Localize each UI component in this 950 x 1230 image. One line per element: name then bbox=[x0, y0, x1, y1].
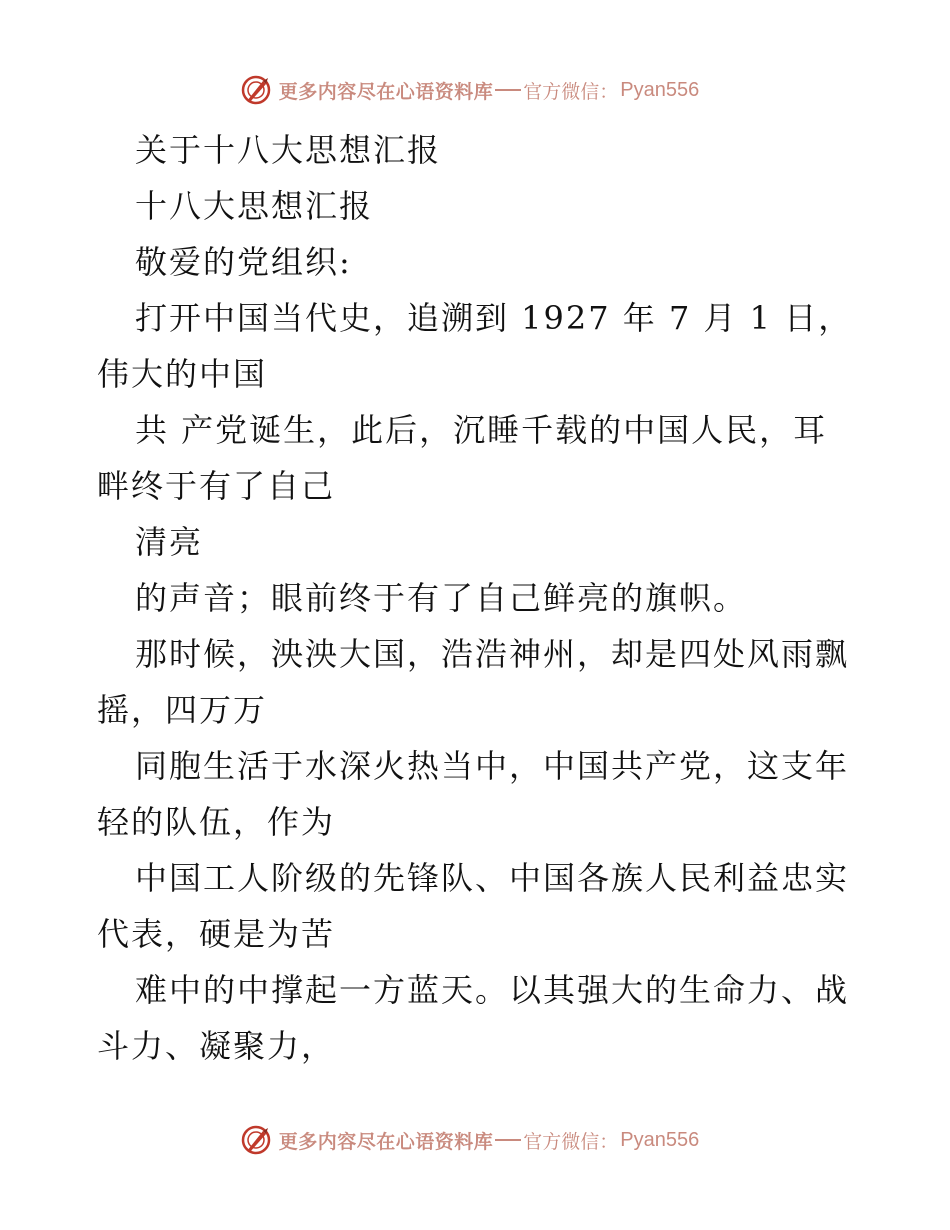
paragraph-line: 打开中国当代史，追溯到 1927 年 7 月 1 日， bbox=[135, 299, 853, 337]
quill-pen-logo-icon bbox=[241, 1125, 271, 1155]
paragraph-line: 伟大的中国 bbox=[97, 355, 268, 393]
paragraph-line: 共 产党诞生，此后，沉睡千载的中国人民，耳 bbox=[135, 411, 828, 449]
header-banner bbox=[0, 70, 950, 110]
paragraph-line: 代表，硬是为苦 bbox=[97, 915, 336, 953]
paragraph-line: 摇，四万万 bbox=[97, 691, 268, 729]
paragraph-line: 的声音；眼前终于有了自己鲜亮的旗帜。 bbox=[135, 579, 748, 617]
banner-label: 官方微信： bbox=[523, 80, 619, 103]
document-subtitle: 十八大思想汇报 bbox=[135, 187, 374, 225]
salutation: 敬爱的党组织: bbox=[135, 243, 352, 281]
paragraph-line: 中国工人阶级的先锋队、中国各族人民利益忠实 bbox=[135, 859, 850, 897]
banner-wechat-id: Pyan556 bbox=[620, 1128, 700, 1151]
banner-label: 官方微信： bbox=[523, 1130, 619, 1153]
paragraph-line: 轻的队伍，作为 bbox=[97, 803, 336, 841]
paragraph-line: 同胞生活于水深火热当中，中国共产党，这支年 bbox=[135, 747, 850, 785]
banner-dash bbox=[495, 89, 521, 91]
quill-pen-logo-icon bbox=[241, 75, 271, 105]
footer-banner bbox=[0, 1120, 950, 1160]
banner-wechat-id: Pyan556 bbox=[620, 78, 700, 101]
banner-text: 更多内容尽在心语资料库 bbox=[278, 80, 494, 103]
document-body bbox=[97, 122, 857, 1074]
paragraph-line: 畔终于有了自己 bbox=[97, 467, 336, 505]
paragraph-line: 清亮 bbox=[135, 523, 204, 561]
paragraph-line: 斗力、凝聚力， bbox=[97, 1027, 336, 1065]
banner-text: 更多内容尽在心语资料库 bbox=[278, 1130, 494, 1153]
paragraph-line: 那时候，泱泱大国，浩浩神州，却是四处风雨飘 bbox=[135, 635, 850, 673]
banner-dash bbox=[495, 1139, 521, 1141]
document-title: 关于十八大思想汇报 bbox=[135, 131, 442, 169]
paragraph-line: 难中的中撑起一方蓝天。以其强大的生命力、战 bbox=[135, 971, 850, 1009]
